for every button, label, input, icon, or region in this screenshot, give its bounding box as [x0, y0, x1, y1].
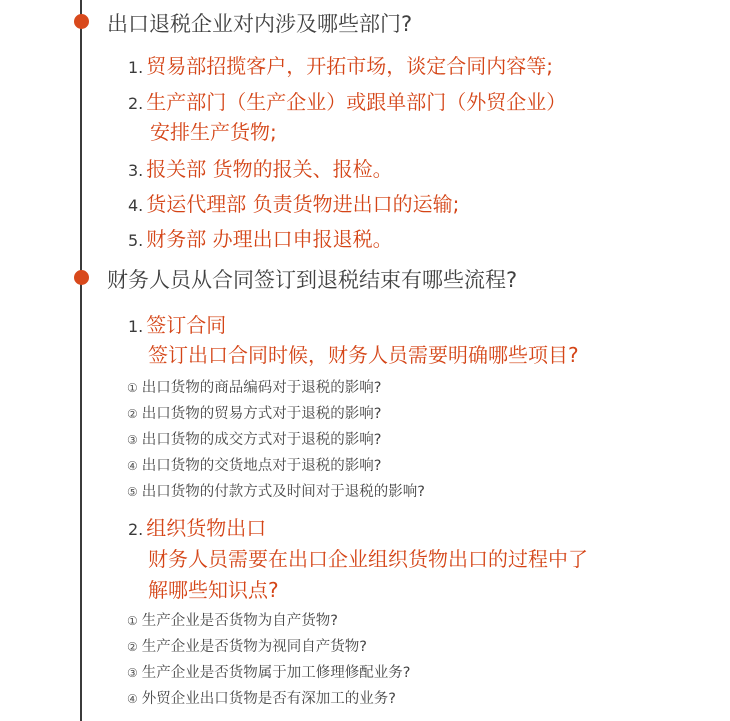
point-marker: ④ [127, 692, 138, 706]
timeline-line [80, 0, 82, 721]
step-number: 1. [128, 317, 144, 336]
question-point [127, 609, 338, 630]
item-text: 贸易部招揽客户，开拓市场，谈定合同内容等; [146, 54, 554, 78]
item-number: 4. [128, 196, 144, 215]
item-number: 3. [128, 161, 144, 180]
list-item [128, 153, 393, 182]
point-marker: ② [127, 407, 138, 421]
section-heading: 出口退税企业对内涉及哪些部门? [107, 12, 413, 36]
step-question: 签订出口合同时候，财务人员需要明确哪些项目? [148, 343, 579, 367]
item-number: 5. [128, 231, 144, 250]
section-heading: 财务人员从合同签订到退税结束有哪些流程? [107, 268, 518, 292]
point-text: 出口货物的贸易方式对于退税的影响? [141, 406, 382, 422]
timeline-dot [74, 14, 89, 29]
step-number: 2. [128, 520, 144, 539]
step-title-text: 组织货物出口 [146, 516, 267, 540]
step-title [128, 512, 266, 541]
item-text-continued: 安排生产货物; [150, 120, 277, 144]
point-marker: ⑤ [127, 485, 138, 499]
point-text: 出口货物的商品编码对于退税的影响? [141, 380, 382, 396]
list-item [128, 50, 553, 79]
point-text: 出口货物的交货地点对于退税的影响? [141, 458, 382, 474]
list-item [128, 223, 393, 252]
point-marker: ④ [127, 459, 138, 473]
point-marker: ③ [127, 433, 138, 447]
item-number: 1. [128, 58, 144, 77]
point-text: 生产企业是否货物属于加工修理修配业务? [141, 665, 411, 681]
question-point [127, 687, 396, 708]
step-title [128, 309, 226, 338]
point-text: 生产企业是否货物为视同自产货物? [141, 639, 367, 655]
item-text: 财务部 办理出口申报退税。 [146, 227, 393, 251]
point-marker: ① [127, 614, 138, 628]
item-text: 生产部门（生产企业）或跟单部门（外贸企业） [146, 90, 567, 114]
point-text: 生产企业是否货物为自产货物? [141, 613, 338, 629]
point-marker: ③ [127, 666, 138, 680]
point-text: 出口货物的成交方式对于退税的影响? [141, 432, 382, 448]
question-point [127, 661, 410, 682]
item-text: 货运代理部 负责货物进出口的运输; [146, 192, 460, 216]
item-text: 报关部 货物的报关、报检。 [146, 157, 393, 181]
question-point [127, 428, 381, 449]
point-marker: ② [127, 640, 138, 654]
item-number: 2. [128, 94, 144, 113]
step-title-text: 签订合同 [146, 313, 227, 337]
list-item [128, 86, 566, 115]
point-text: 外贸企业出口货物是否有深加工的业务? [141, 691, 396, 707]
question-point [127, 402, 381, 423]
question-point [127, 635, 367, 656]
question-point [127, 376, 381, 397]
question-point [127, 454, 381, 475]
list-item [128, 188, 459, 217]
point-text: 出口货物的付款方式及时间对于退税的影响? [141, 484, 425, 500]
question-point [127, 480, 425, 501]
point-marker: ① [127, 381, 138, 395]
timeline-dot [74, 270, 89, 285]
step-question: 财务人员需要在出口企业组织货物出口的过程中了 [148, 547, 588, 571]
step-question-continued: 解哪些知识点? [148, 578, 279, 602]
